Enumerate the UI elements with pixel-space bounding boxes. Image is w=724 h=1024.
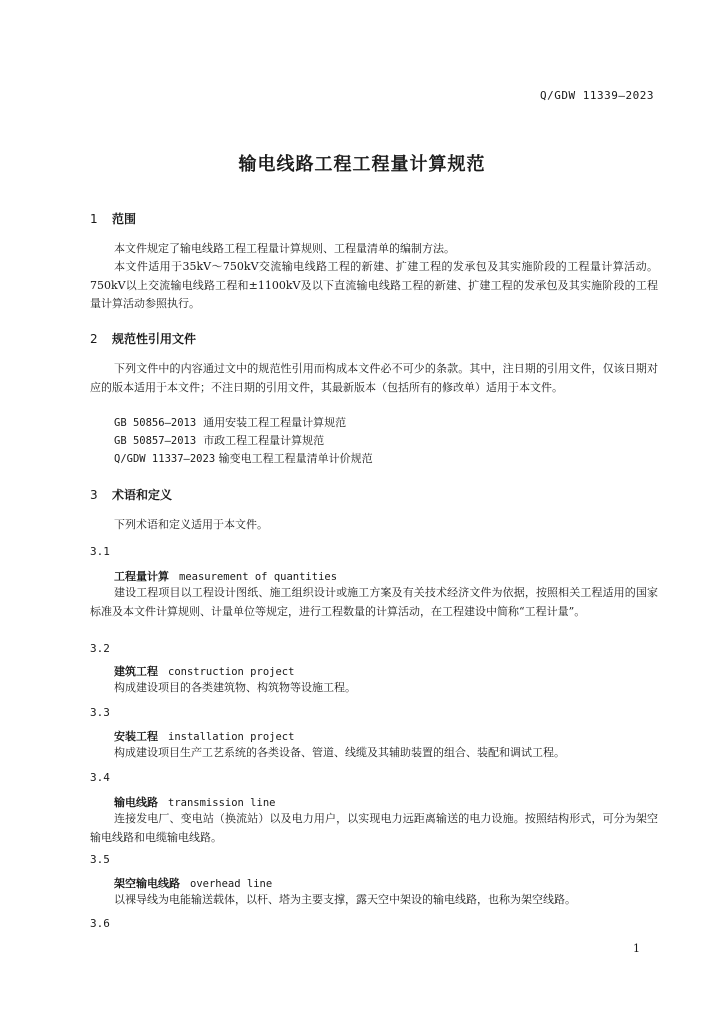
term-zh: 安装工程 <box>114 730 158 743</box>
reference-name: 通用安装工程工程量计算规范 <box>203 416 347 429</box>
paragraph: 本文件规定了输电线路工程工程量计算规则、工程量清单的编制方法。 <box>114 242 455 255</box>
reference-item <box>114 432 324 450</box>
term-zh: 架空输电线路 <box>114 877 180 890</box>
term-en: measurement of quantities <box>179 571 338 583</box>
term-en: overhead line <box>190 878 273 890</box>
reference-name: 市政工程工程量计算规范 <box>203 434 325 447</box>
paragraph: 本文件适用于35kV～750kV交流输电线路工程的新建、扩建工程的发承包及其实施阶段的工程量计算活动。750kV以上交流输电线路工程和±1100kV及以下直流输电线路工程的新建、扩建工程的发承包及其实施阶段的工程量计算活动参照执行。 <box>90 260 658 310</box>
term-heading <box>114 794 275 810</box>
term-number: 3.1 <box>90 545 110 558</box>
term-heading <box>114 663 294 679</box>
standard-number: Q/GDW 11339—2023 <box>540 89 654 102</box>
section-heading-scope <box>90 210 136 227</box>
section-number: 3 <box>90 488 98 502</box>
section-title: 术语和定义 <box>112 488 173 502</box>
section-heading-normative-references <box>90 330 196 347</box>
term-number: 3.2 <box>90 642 110 655</box>
section-title: 规范性引用文件 <box>112 332 197 346</box>
term-definition: 建设工程项目以工程设计图纸、施工组织设计或施工方案及有关技术经济文件为依据，按照相关工程适用的国家标准及本文件计算规则、计量单位等规定，进行工程数量的计算活动，在工程建设中简称“工程计量”。 <box>90 586 658 618</box>
document-title: 输电线路工程工程量计算规范 <box>238 154 486 175</box>
reference-code: GB 50857—2013 <box>114 435 197 447</box>
section-number: 1 <box>90 212 98 226</box>
page-number: 1 <box>633 942 640 955</box>
term-zh: 工程量计算 <box>114 570 169 583</box>
term-definition: 连接发电厂、变电站（换流站）以及电力用户，以实现电力远距离输送的电力设施。按照结构形式，可分为架空输电线路和电缆输电线路。 <box>90 812 658 844</box>
reference-item <box>114 414 346 432</box>
reference-code: Q/GDW 11337—2023 <box>114 453 216 465</box>
term-number: 3.6 <box>90 917 110 930</box>
paragraph: 下列文件中的内容通过文中的规范性引用而构成本文件必不可少的条款。其中，注日期的引用文件，仅该日期对应的版本适用于本文件；不注日期的引用文件，其最新版本（包括所有的修改单）适用于本文件。 <box>90 362 658 394</box>
section-number: 2 <box>90 332 98 346</box>
reference-name: 输变电工程工程量清单计价规范 <box>218 452 373 465</box>
term-heading <box>114 875 272 891</box>
term-number: 3.5 <box>90 853 110 866</box>
reference-code: GB 50856—2013 <box>114 417 197 429</box>
term-en: construction project <box>168 666 295 678</box>
term-zh: 输电线路 <box>114 796 158 809</box>
term-definition: 构成建设项目生产工艺系统的各类设备、管道、线缆及其辅助装置的组合、装配和调试工程。 <box>114 746 565 759</box>
term-en: transmission line <box>168 797 276 809</box>
term-zh: 建筑工程 <box>114 665 158 678</box>
section-heading-terms-definitions <box>90 486 172 503</box>
term-heading <box>114 728 294 744</box>
term-en: installation project <box>168 731 295 743</box>
paragraph: 下列术语和定义适用于本文件。 <box>114 518 268 531</box>
section-title: 范围 <box>112 212 137 226</box>
term-number: 3.3 <box>90 706 110 719</box>
reference-item <box>114 450 373 468</box>
term-heading <box>114 568 337 584</box>
term-definition: 以裸导线为电能输送载体，以杆、塔为主要支撑，露天空中架设的输电线路，也称为架空线路。 <box>114 893 576 906</box>
term-definition: 构成建设项目的各类建筑物、构筑物等设施工程。 <box>114 681 356 694</box>
term-number: 3.4 <box>90 771 110 784</box>
